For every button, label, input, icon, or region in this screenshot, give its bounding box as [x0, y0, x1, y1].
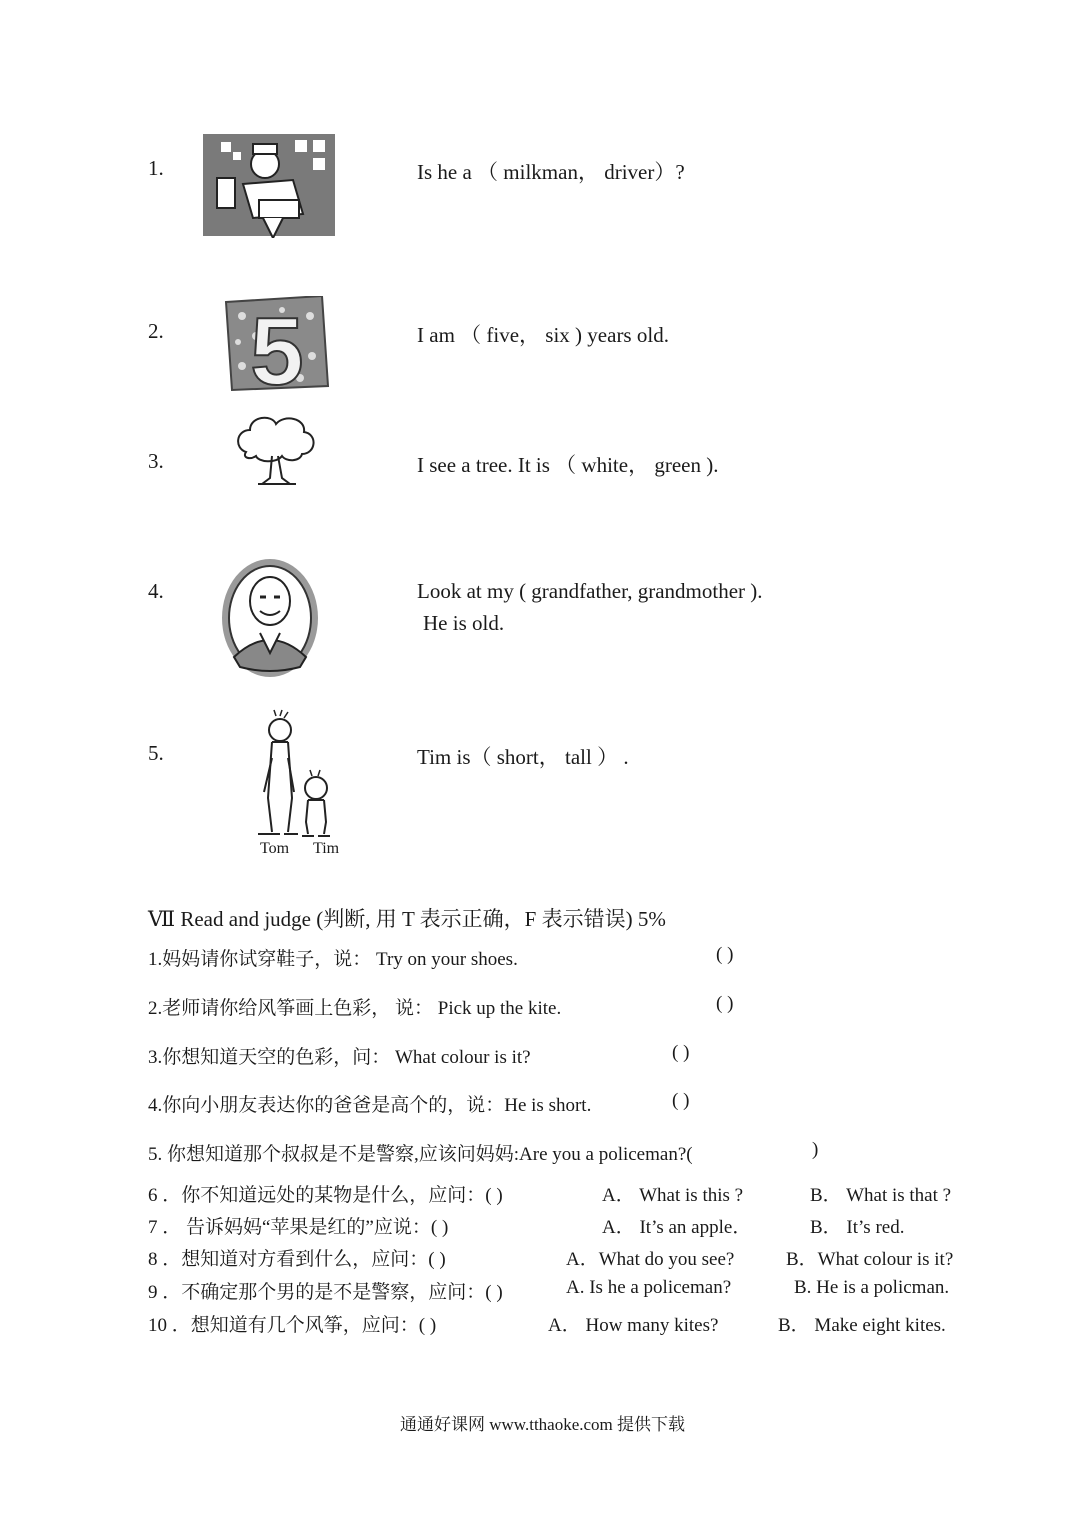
choice-10-question: 10 ．想知道有几个风筝，应问：( ) — [148, 1315, 437, 1336]
choice-9-option-a: A. Is he a policeman? — [566, 1277, 732, 1298]
judge-item-3-blank: ( ) — [672, 1042, 690, 1063]
choice-8-question: 8 ．想知道对方看到什么，应问：( ) — [148, 1249, 446, 1270]
judge-item-5: 5. 你想知道那个叔叔是不是警察,应该问妈妈:Are you a policeman?( — [148, 1144, 693, 1165]
footer-source: 通通好课网 www.tthaoke.com 提供下载 — [400, 1415, 686, 1434]
choice-9-option-b: B. He is a policman. — [794, 1277, 950, 1298]
item-1-question: Is he a （ milkman， driver）? — [417, 160, 685, 184]
item-3-number: 3. — [148, 449, 164, 473]
item-2-question: I am （ five， six ) years old. — [417, 323, 669, 347]
item-2-number: 2. — [148, 319, 164, 343]
tom-tim-icon — [250, 708, 336, 842]
judge-item-4-blank: ( ) — [672, 1090, 690, 1111]
choice-10-option-b: B． Make eight kites. — [778, 1315, 946, 1336]
item-4-question: Look at my ( grandfather, grandmother ). — [417, 579, 763, 603]
tim-label: Tim — [313, 840, 340, 857]
item-4-number: 4. — [148, 579, 164, 603]
number-five-icon — [222, 296, 332, 392]
tom-label: Tom — [260, 840, 290, 857]
choice-6-question: 6 ．你不知道远处的某物是什么，应问：( ) — [148, 1185, 503, 1206]
judge-item-2-blank: ( ) — [716, 993, 734, 1014]
milkman-icon — [203, 134, 335, 238]
choice-8-option-b: B．What colour is it? — [786, 1249, 954, 1270]
tree-icon — [232, 412, 318, 488]
choice-9-question: 9 ．不确定那个男的是不是警察，应问：( ) — [148, 1282, 503, 1303]
choice-8-option-a: A．What do you see? — [566, 1249, 735, 1270]
choice-10-option-a: A． How many kites? — [548, 1315, 719, 1336]
judge-item-2: 2.老师请你给风筝画上色彩， 说： Pick up the kite. — [148, 998, 562, 1019]
choice-6-option-b: B． What is that ? — [810, 1185, 952, 1206]
judge-item-5-blank: ) — [812, 1139, 819, 1160]
choice-7-option-b: B． It’s red. — [810, 1217, 905, 1238]
judge-item-1-blank: ( ) — [716, 944, 734, 965]
grandfather-icon — [220, 557, 320, 679]
section-title: Ⅶ Read and judge (判断, 用 T 表示正确，F 表示错误) 5% — [148, 907, 666, 931]
choice-6-option-a: A． What is this ? — [602, 1185, 744, 1206]
choice-7-option-a: A． It’s an apple． — [602, 1217, 752, 1238]
svg-text:5: 5 — [250, 298, 304, 392]
judge-item-3: 3.你想知道天空的色彩，问： What colour is it? — [148, 1047, 531, 1068]
judge-item-1: 1.妈妈请你试穿鞋子，说： Try on your shoes. — [148, 949, 518, 970]
item-5-question: Tim is（ short， tall ） . — [417, 745, 629, 769]
choice-7-question: 7 ． 告诉妈妈“苹果是红的”应说：( ) — [148, 1217, 449, 1238]
judge-item-4: 4.你向小朋友表达你的爸爸是高个的，说：He is short. — [148, 1095, 592, 1116]
item-1-number: 1. — [148, 156, 164, 180]
item-5-number: 5. — [148, 741, 164, 765]
item-3-question: I see a tree. It is （ white， green ). — [417, 453, 719, 477]
item-4-question-line2: He is old. — [423, 611, 505, 635]
